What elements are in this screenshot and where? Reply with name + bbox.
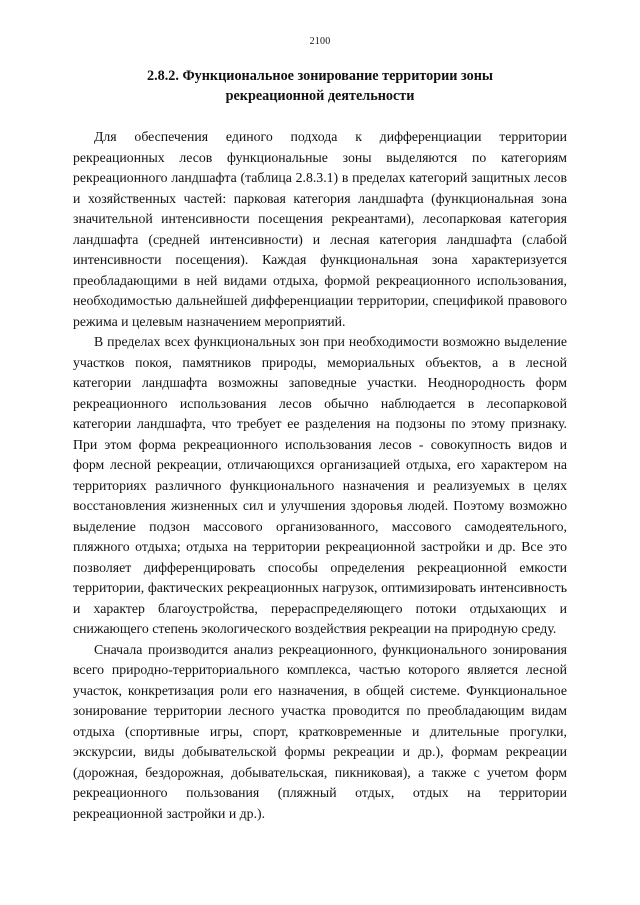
section-heading-line-2: рекреационной деятельности bbox=[225, 88, 415, 104]
paragraph-1: Для обеспечения единого подхода к дифференциации территории рекреационных лесов функциональные зоны выделяются по категориям рекреационного ландшафта (таблица 2.8.3.1) в пределах категорий защитных лесов и хозяйственных частей: парковая категория ландшафта (функциональная зона значительной интенсивности посещения рекреантами), лесопарковая категория ландшафта (средней интенсивности) и лесная категория ландшафта (слабой интенсивности посещения). Каждая функциональная зона характеризуется преобладающими в ней видами отдыха, формой рекреационного использования, необходимостью дальнейшей дифференциации территории, спецификой правового режима и целевым назначением мероприятий. bbox=[73, 129, 567, 329]
page-number: 2100 bbox=[309, 36, 331, 47]
section-heading-line-1: 2.8.2. Функциональное зонирование территории зоны bbox=[147, 68, 493, 84]
body-text bbox=[73, 127, 567, 824]
paragraph-2: В пределах всех функциональных зон при необходимости возможно выделение участков покоя, памятников природы, мемориальных объектов, а в лесной категории ландшафта возможны заповедные участки. Неоднородность форм рекреационного использования лесов обычно наблюдается в лесопарковой категории ландшафта, что требует ее разделения на подзоны по этому признаку. При этом форма рекреационного использования лесов - совокупность видов и форм лесной рекреации, отличающихся организацией отдыха, его характером на территориях различного функционального назначения и реализуемых в целях восстановления жизненных сил и улучшения здоровья людей. Поэтому возможно выделение подзон массового организованного, массового самодеятельного, пляжного отдыха; отдыха на территории рекреационной застройки и др. Все это позволяет дифференцировать способы определения рекреационной емкости территории, фактических рекреационных нагрузок, оптимизировать интенсивность и характер благоустройства, перераспределяющего потоки отдыхающих и снижающего степень экологического воздействия рекреации на природную среду. bbox=[73, 334, 567, 636]
section-heading bbox=[90, 66, 550, 106]
paragraph-3: Сначала производится анализ рекреационного, функционального зонирования всего природно-территориального комплекса, частью которого является лесной участок, конкретизация роли его назначения, в общей системе. Функциональное зонирование территории лесного участка проводится по преобладающим видам отдыха (спортивные игры, спорт, кратковременные и длительные прогулки, экскурсии, виды добывательской формы рекреации и др.), формам рекреации (дорожная, бездорожная, добывательская, пикниковая), а также с учетом форм рекреационного пользования (пляжный отдых, отдых на территории рекреационной застройки и др.). bbox=[73, 641, 567, 821]
